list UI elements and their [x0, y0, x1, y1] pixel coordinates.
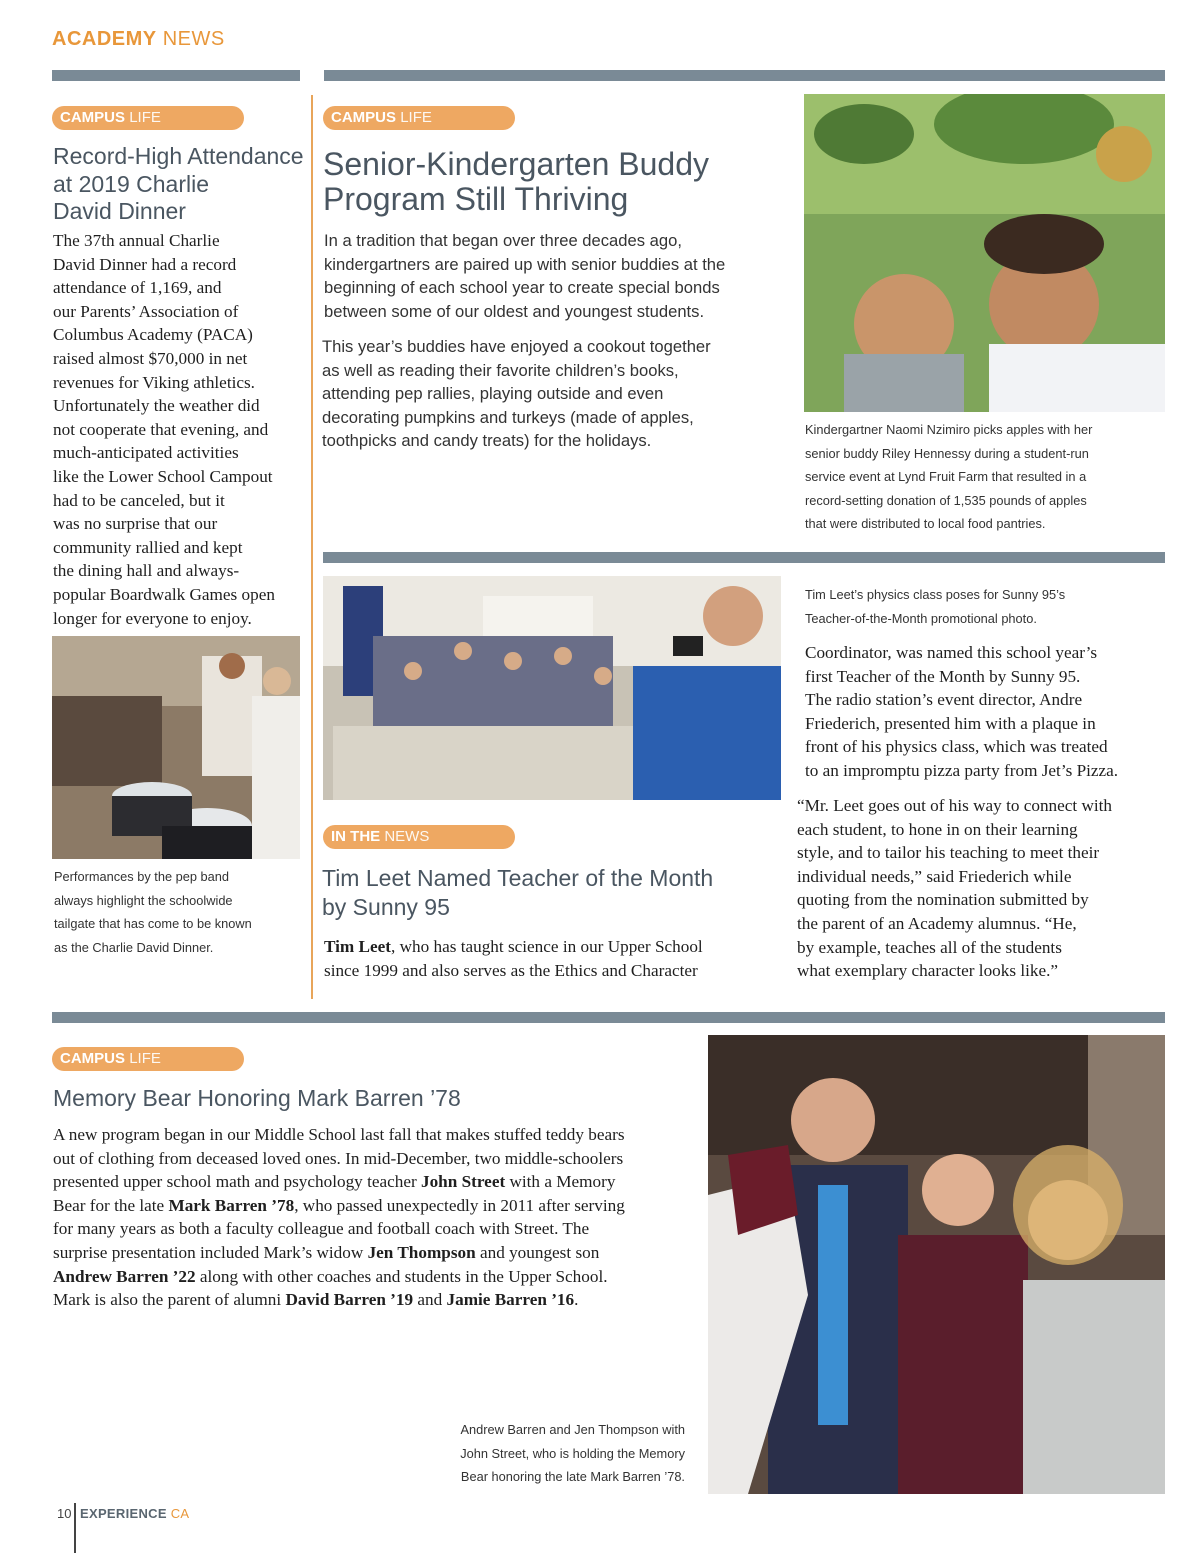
attendance-body-line: had to be canceled, but it — [53, 490, 225, 510]
classroom-photo — [323, 576, 781, 800]
attendance-title-line: at 2019 Charlie — [53, 170, 209, 197]
buddy-body-line: as well as reading their favorite children’s books, — [322, 360, 679, 380]
section-header — [52, 28, 225, 51]
bear-body-line — [53, 1288, 703, 1312]
attendance-caption — [54, 865, 304, 959]
in-the-news-tag — [323, 825, 515, 849]
section-header-light: NEWS — [162, 28, 225, 50]
top-rule-left — [52, 70, 300, 81]
tag-light: LIFE — [129, 1050, 161, 1067]
attendance-body — [53, 229, 308, 630]
middle-rule — [323, 552, 1165, 563]
leet-col2-paragraph-1 — [805, 641, 1170, 783]
buddy-body-line: between some of our oldest and youngest students. — [324, 301, 705, 321]
caption-line: Andrew Barren and Jen Thompson with — [460, 1422, 685, 1437]
leet-lead-line — [324, 935, 794, 959]
attendance-body-line: revenues for Viking athletics. — [53, 372, 255, 392]
bear-body-line: out of clothing from deceased loved ones. In mid-December, two middle-schoolers — [53, 1148, 624, 1168]
footer-brand-strong: EXPERIENCE — [80, 1506, 167, 1521]
bear-body-line — [53, 1194, 703, 1218]
campus-life-tag — [323, 106, 515, 130]
leet-body-line: individual needs,” said Friederich while — [797, 866, 1072, 886]
tag-strong: IN THE — [331, 828, 381, 845]
attendance-body-line: The 37th annual Charlie — [53, 231, 220, 250]
bear-body-line: for many years as both a faculty colleague and football coach with Street. The — [53, 1219, 590, 1239]
bear-text: and — [413, 1290, 447, 1310]
buddy-body-line: In a tradition that began over three decades ago, — [324, 231, 682, 250]
caption-line: as the Charlie David Dinner. — [54, 939, 214, 955]
buddy-title-line: Program Still Thriving — [323, 181, 629, 217]
caption-line: record-setting donation of 1,535 pounds of apples — [805, 492, 1087, 508]
bear-name: Mark Barren ’78 — [168, 1195, 295, 1215]
buddy-title — [323, 147, 793, 217]
buddy-paragraph-2 — [322, 335, 792, 453]
page-number: 10 — [57, 1506, 72, 1521]
attendance-body-line: longer for everyone to enjoy. — [53, 608, 252, 628]
leet-title-line: Tim Leet Named Teacher of the Month — [322, 865, 714, 891]
caption-line: always highlight the schoolwide — [54, 892, 233, 908]
leet-body-line: first Teacher of the Month by Sunny 95. — [805, 666, 1081, 686]
leet-body-line: Coordinator, was named this school year’s — [805, 643, 1098, 662]
caption-line: service event at Lynd Fruit Farm that resulted in a — [805, 469, 1087, 485]
footer-brand — [80, 1506, 189, 1521]
buddy-body-line: beginning of each school year to create special bonds — [324, 278, 720, 298]
attendance-body-line: not cooperate that evening, and — [53, 419, 269, 439]
caption-line: Tim Leet’s physics class poses for Sunny 95’s — [805, 587, 1066, 602]
campus-life-tag — [52, 106, 244, 130]
leet-title — [322, 864, 792, 921]
bear-name: Jen Thompson — [367, 1242, 476, 1262]
caption-line: tailgate that has come to be known — [54, 916, 252, 932]
bear-name: John Street — [420, 1172, 506, 1192]
tag-strong: CAMPUS — [60, 1050, 126, 1067]
top-rule-right — [324, 70, 1165, 81]
attendance-body-line: our Parents’ Association of — [53, 301, 239, 321]
attendance-body-line: like the Lower School Campout — [53, 466, 273, 486]
attendance-title-line: Record-High Attendance — [53, 143, 304, 169]
caption-line: John Street, who is holding the Memory — [460, 1445, 685, 1461]
attendance-title-line: David Dinner — [53, 198, 186, 224]
bear-name: Jamie Barren ’16 — [446, 1290, 575, 1310]
buddy-body-line: kindergartners are paired up with senior buddies at the — [324, 254, 726, 274]
bear-text: and youngest son — [475, 1242, 600, 1262]
leet-title-line: by Sunny 95 — [322, 893, 450, 920]
leet-body-line: to an impromptu pizza party from Jet’s Pizza. — [805, 760, 1119, 780]
footer-brand-light: CA — [170, 1506, 190, 1521]
bear-text: , who passed unexpectedly in 2011 after serving — [294, 1195, 625, 1215]
leet-lead — [324, 935, 794, 982]
leet-body-line: style, and to tailor his teaching to meet their — [797, 843, 1100, 863]
bear-text: Mark is also the parent of alumni — [53, 1290, 286, 1310]
leet-body-line: front of his physics class, which was treated — [805, 737, 1108, 757]
bear-text: along with other coaches and students in the Upper School. — [195, 1266, 608, 1286]
attendance-body-line: much-anticipated activities — [53, 443, 239, 463]
attendance-body-line: popular Boardwalk Games open — [53, 584, 275, 604]
leet-lead-line: since 1999 and also serves as the Ethics and Character — [324, 960, 698, 980]
tag-light: LIFE — [129, 109, 161, 126]
attendance-title — [53, 143, 313, 226]
leet-body-line: by example, teaches all of the students — [797, 937, 1062, 957]
drum-band-photo — [52, 636, 300, 859]
column-divider — [311, 95, 313, 999]
leet-body-line: the parent of an Academy alumnus. “He, — [797, 913, 1077, 933]
tag-strong: CAMPUS — [60, 109, 126, 126]
bear-text: . — [574, 1290, 579, 1310]
caption-line: Bear honoring the late Mark Barren ’78. — [460, 1469, 685, 1485]
bear-caption — [420, 1418, 685, 1489]
bottom-rule — [52, 1012, 1165, 1023]
tag-light: LIFE — [400, 109, 432, 126]
leet-body-line: “Mr. Leet goes out of his way to connect with — [797, 796, 1113, 815]
leet-body-line: The radio station’s event director, Andre — [805, 690, 1083, 710]
bear-name: Andrew Barren ’22 — [53, 1266, 196, 1286]
buddy-body-line: toothpicks and candy treats) for the holidays. — [322, 431, 652, 451]
buddy-body-line: attending pep rallies, playing outside and even — [322, 384, 664, 404]
leet-body-line: quoting from the nomination submitted by — [797, 890, 1089, 910]
attendance-body-line: David Dinner had a record — [53, 254, 237, 274]
bear-text: presented upper school math and psychology teacher — [53, 1172, 421, 1192]
attendance-body-line: community rallied and kept — [53, 537, 243, 557]
bear-text: Bear for the late — [53, 1195, 169, 1215]
tag-strong: CAMPUS — [331, 109, 397, 126]
bear-body-line — [53, 1170, 703, 1194]
footer-divider — [74, 1503, 76, 1553]
caption-line: Performances by the pep band — [54, 869, 230, 884]
section-header-strong: ACADEMY — [52, 28, 157, 50]
attendance-body-line: raised almost $70,000 in net — [53, 348, 248, 368]
attendance-body-line: was no surprise that our — [53, 514, 218, 534]
apple-picking-photo — [804, 94, 1165, 412]
bear-body-line: A new program began in our Middle School last fall that makes stuffed teddy bears — [53, 1125, 625, 1144]
campus-life-tag — [52, 1047, 244, 1071]
attendance-body-line: attendance of 1,169, and — [53, 278, 222, 298]
buddy-paragraph-1 — [324, 229, 794, 323]
caption-line: Teacher-of-the-Month promotional photo. — [805, 610, 1037, 626]
attendance-body-line: Unfortunately the weather did — [53, 396, 260, 416]
buddy-title-line: Senior-Kindergarten Buddy — [323, 146, 710, 182]
tag-light: NEWS — [384, 828, 430, 845]
caption-line: senior buddy Riley Hennessy during a student-run — [805, 445, 1089, 461]
bear-text: with a Memory — [505, 1172, 616, 1192]
attendance-body-line: Columbus Academy (PACA) — [53, 325, 253, 345]
caption-line: that were distributed to local food pantries. — [805, 516, 1046, 532]
bear-body-line — [53, 1241, 703, 1265]
leet-body-line: each student, to hone in on their learning — [797, 819, 1078, 839]
leet-body-line: Friederich, presented him with a plaque in — [805, 713, 1096, 733]
bear-title: Memory Bear Honoring Mark Barren ’78 — [53, 1085, 461, 1111]
leet-col2-paragraph-2 — [797, 794, 1167, 983]
leet-lead-text: , who has taught science in our Upper School — [391, 937, 703, 956]
leet-name: Tim Leet — [324, 937, 391, 956]
buddy-body-line: This year’s buddies have enjoyed a cookout together — [322, 337, 711, 356]
buddy-body-line: decorating pumpkins and turkeys (made of apples, — [322, 407, 694, 427]
memory-bear-photo — [708, 1035, 1165, 1494]
buddy-caption — [805, 418, 1165, 536]
bear-text: surprise presentation included Mark’s widow — [53, 1242, 368, 1262]
bear-body-line — [53, 1265, 703, 1289]
attendance-body-line: the dining hall and always- — [53, 561, 240, 581]
leet-body-line: what exemplary character looks like.” — [797, 961, 1059, 981]
leet-photo-caption — [805, 583, 1165, 630]
bear-body — [53, 1123, 703, 1312]
caption-line: Kindergartner Naomi Nzimiro picks apples with her — [805, 422, 1093, 437]
bear-name: David Barren ’19 — [285, 1290, 414, 1310]
